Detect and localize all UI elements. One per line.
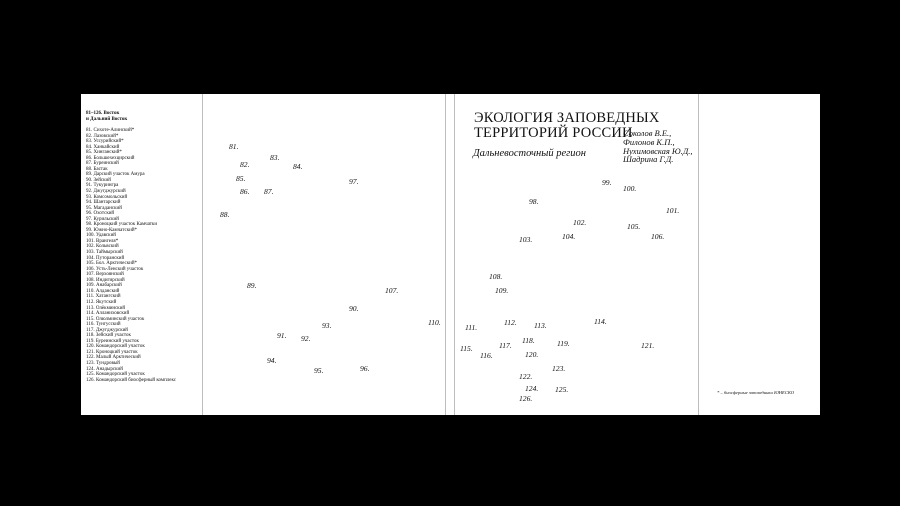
legend-item: 109. Анабарский [86,283,122,289]
map-number: 125. [555,385,569,394]
legend-item: 114. Алланиховский [86,311,130,317]
map-number: 113. [534,321,547,330]
legend-item: 115. Олюлминский участок [86,316,145,322]
map-number: 122. [519,372,533,381]
legend-item: 111. Хатангский [86,294,121,300]
legend-item: 117. Джугджурский [86,327,128,333]
map-number: 111. [465,323,478,332]
book-title: ЭКОЛОГИЯ ЗАПОВЕДНЫХ ТЕРРИТОРИЙ РОССИИ [474,110,660,141]
map-number: 124. [525,384,539,393]
legend-item: 85. Хинганский* [86,150,122,156]
map-number: 105. [627,222,641,231]
map-number: 109. [495,286,509,295]
legend-item: 97. Курильский [86,216,119,222]
map-number: 84. [293,162,303,171]
map-number: 120. [525,350,539,359]
legend [86,111,204,383]
map-number: 89. [247,281,257,290]
legend-item: 100. Удавский [86,233,116,239]
legend-item: 90. Зейский [86,177,111,183]
legend-item: 120. Командорский участок [86,344,145,350]
legend-item: 105. Бол. Арктический* [86,261,137,267]
map-number: 94. [267,356,277,365]
legend-item: 122. Малый Арктический [86,355,141,361]
legend-item: 113. Олёкминский [86,305,126,311]
map-number: 103. [519,235,533,244]
map-number: 85. [236,174,246,183]
map-number: 112. [504,318,517,327]
legend-item: 110. Алданский [86,288,120,294]
map-number: 95. [314,366,324,375]
legend-item: 92. Джугджурский [86,189,126,195]
legend-item: 107. Верхоянский [86,272,124,278]
map-number: 110. [428,318,441,327]
map-number: 107. [385,286,399,295]
legend-item: 82. Лазовский* [86,133,119,139]
map-number: 98. [529,197,539,206]
legend-item: 112. Якутский [86,299,117,305]
map-number: 115. [460,344,473,353]
legend-item: 116. Тунгусский [86,322,121,328]
map-number: 123. [552,364,566,373]
fold-line [698,94,699,415]
legend-item: 118. Зейский участок [86,333,131,339]
map-number: 99. [602,178,612,187]
legend-list [86,128,204,383]
map-number: 93. [322,321,332,330]
legend-item: 106. Усть-Ленский участок [86,266,144,272]
legend-item: 99. Южно-Камчатский* [86,227,137,233]
map-number: 92. [301,334,311,343]
legend-item: 96. Охотский [86,211,115,217]
legend-item: 91. Тукурингра [86,183,119,189]
legend-item: 87. Буреинский [86,161,119,167]
legend-item: 83. Уссурийский* [86,139,124,145]
legend-item: 102. Кольвский [86,244,119,250]
legend-item: 95. Магаданский [86,205,122,211]
legend-item: 125. Командорский участок [86,372,145,378]
legend-item: 124. Анадырский [86,366,123,372]
map-number: 88. [220,210,230,219]
map-number: 91. [277,331,287,340]
map-number: 106. [651,232,665,241]
authors: Соколов В.Е., Филонов К.П., Нухимовская Ю.Д., Шадрина Г.Д. [623,128,693,165]
map-number: 104. [562,232,576,241]
legend-item: 81. Сихоте-Алинский* [86,128,135,133]
map-number: 116. [480,351,493,360]
legend-item: 98. Кроноцкий участок Камчатки [86,222,158,228]
map-number: 126. [519,394,533,403]
legend-item: 101. Врангеля* [86,238,119,244]
map-number: 87. [264,187,274,196]
map-number: 117. [499,341,512,350]
legend-heading: 81–126. Восток и Дальний Восток [86,111,128,122]
legend-item: 103. Таймырский [86,250,123,256]
map-number: 118. [522,336,535,345]
legend-item: 84. Ханкайский [86,144,120,150]
legend-item: 108. Индигирский [86,277,125,283]
legend-item: 123. Тундровый [86,360,120,366]
legend-item: 94. Шантарский [86,200,121,206]
map-number: 90. [349,304,359,313]
map-number: 96. [360,364,370,373]
fold-line [445,94,446,415]
book-subtitle: Дальневосточный регион [473,148,586,159]
map-number: 119. [557,339,570,348]
map-number: 82. [240,160,250,169]
legend-item: 121. Кроноцкий участок [86,349,138,355]
book-spread [81,94,820,415]
fold-line [454,94,455,415]
map-number: 101. [666,206,680,215]
map-number: 83. [270,153,280,162]
map-number: 108. [489,272,503,281]
footnote: * – биосферные заповедники ЮНЕСКО [717,390,795,395]
map-number: 81. [229,142,239,151]
legend-item: 119. Буреинский участок [86,338,139,344]
legend-item: 86. Большехехцирский [86,155,135,161]
map-number: 102. [573,218,587,227]
legend-item: 88. Бастак [86,166,108,172]
map-number: 114. [594,317,607,326]
map-number: 97. [349,177,359,186]
map-number: 86. [240,187,250,196]
map-number: 100. [623,184,637,193]
legend-item: 126. Командорский биосферный комплекс [86,377,177,383]
map-number: 121. [641,341,655,350]
legend-item: 89. Дарский участок Амура [86,172,145,178]
legend-item: 104. Путоранский [86,255,125,261]
legend-item: 93. Комсомольский [86,194,128,200]
